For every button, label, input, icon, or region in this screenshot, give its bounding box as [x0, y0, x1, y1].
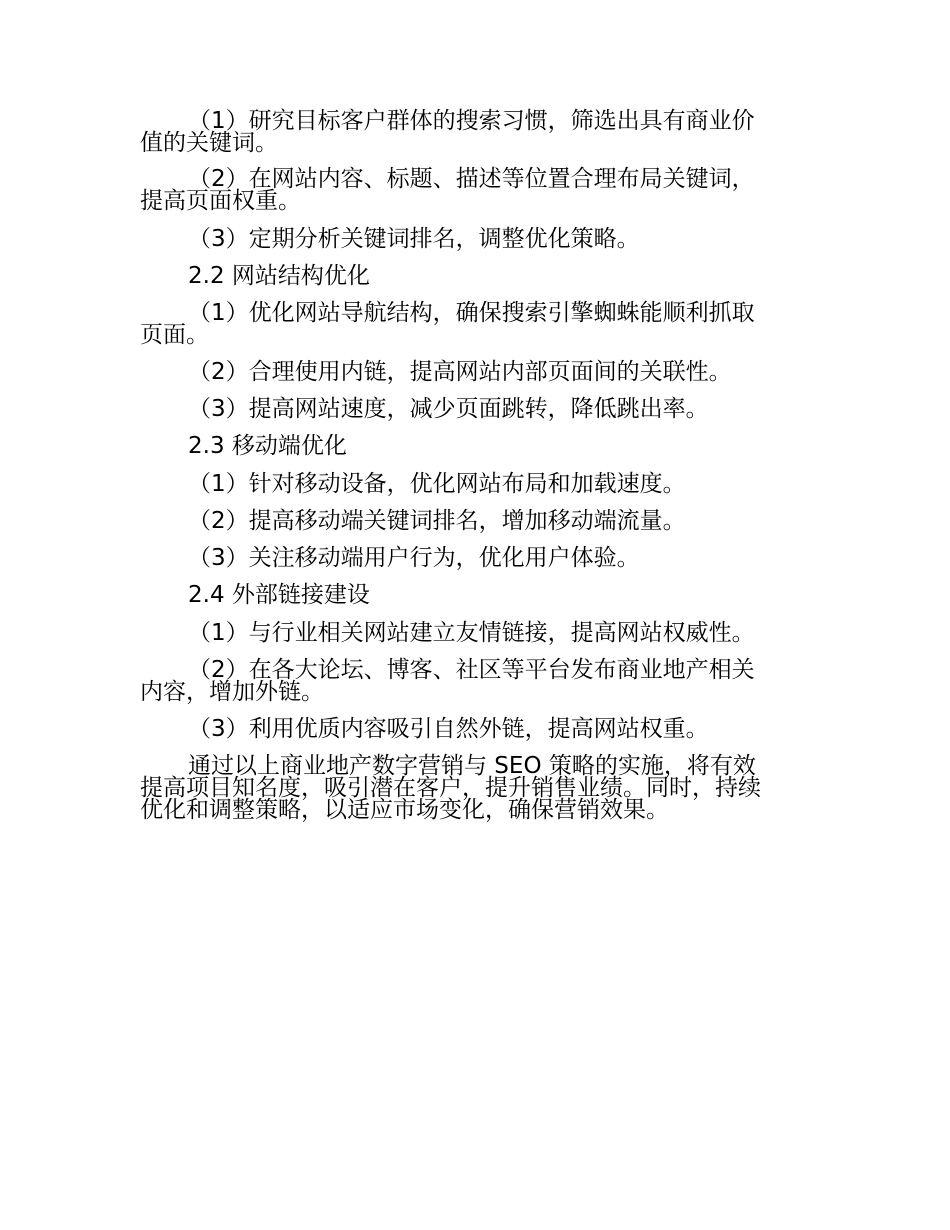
list-item-forum-posting-cont: 内容，增加外链。 — [140, 679, 324, 705]
list-item-forum-posting: （2）在各大论坛、博客、社区等平台发布商业地产相关 — [188, 657, 755, 683]
list-item-keyword-layout: （2）在网站内容、标题、描述等位置合理布局关键词， — [188, 166, 755, 192]
list-item-friend-links: （1）与行业相关网站建立友情链接，提高网站权威性。 — [188, 620, 755, 646]
section-heading-2-3: 2.3 移动端优化 — [188, 433, 347, 459]
list-item-ranking-analysis: （3）定期分析关键词排名，调整优化策略。 — [188, 226, 640, 252]
list-item-mobile-ranking: （2）提高移动端关键词排名，增加移动端流量。 — [188, 508, 686, 534]
list-item-natural-backlinks: （3）利用优质内容吸引自然外链，提高网站权重。 — [188, 716, 709, 742]
conclusion-paragraph-line-1: 通过以上商业地产数字营销与 SEO 策略的实施，将有效 — [188, 753, 756, 779]
list-item-internal-links: （2）合理使用内链，提高网站内部页面间的关联性。 — [188, 359, 732, 385]
list-item-keyword-research-cont: 值的关键词。 — [140, 130, 278, 156]
list-item-navigation-cont: 页面。 — [140, 322, 209, 348]
list-item-keyword-research: （1）研究目标客户群体的搜索习惯，筛选出具有商业价 — [188, 108, 755, 134]
section-heading-2-2: 2.2 网站结构优化 — [188, 263, 370, 289]
list-item-keyword-layout-cont: 提高页面权重。 — [140, 188, 301, 214]
conclusion-paragraph-line-2: 提高项目知名度，吸引潜在客户，提升销售业绩。同时，持续 — [140, 775, 761, 801]
list-item-mobile-ux: （3）关注移动端用户行为，优化用户体验。 — [188, 545, 640, 571]
list-item-mobile-layout: （1）针对移动设备，优化网站布局和加载速度。 — [188, 471, 686, 497]
list-item-site-speed: （3）提高网站速度，减少页面跳转，降低跳出率。 — [188, 396, 709, 422]
conclusion-paragraph-line-3: 优化和调整策略，以适应市场变化，确保营销效果。 — [140, 797, 669, 823]
list-item-navigation: （1）优化网站导航结构，确保搜索引擎蜘蛛能顺利抓取 — [188, 300, 755, 326]
section-heading-2-4: 2.4 外部链接建设 — [188, 582, 370, 608]
